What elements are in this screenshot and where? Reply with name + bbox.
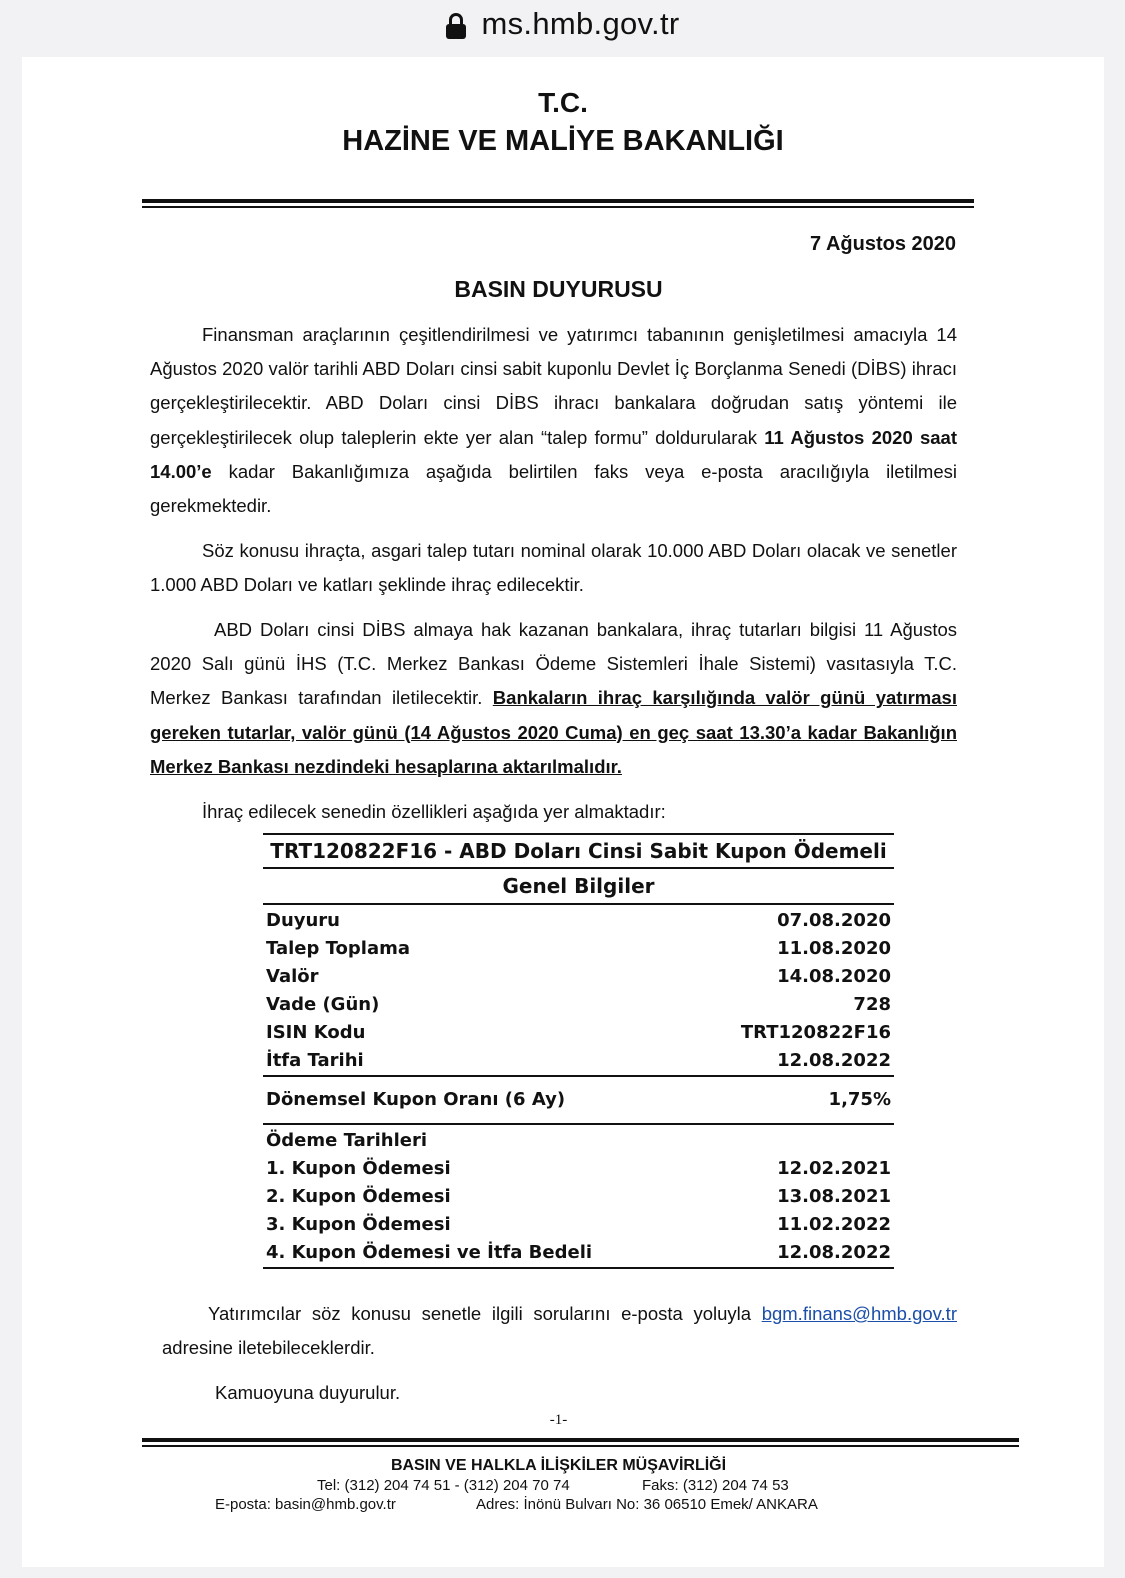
- table-row: Duyuru 07.08.2020: [266, 910, 891, 931]
- table-subtitle: Genel Bilgiler: [502, 874, 655, 898]
- document-date: 7 Ağustos 2020: [810, 233, 956, 255]
- table-row: 3. Kupon Ödemesi 11.02.2022: [266, 1214, 891, 1235]
- footer-address: Adres: İnönü Bulvarı No: 36 06510 Emek/ ANKARA: [476, 1496, 818, 1513]
- header-line1: T.C.: [538, 87, 588, 118]
- bond-info-table: [263, 833, 894, 1269]
- coupon-rate-row: Dönemsel Kupon Oranı (6 Ay) 1,75%: [266, 1089, 891, 1110]
- footer-rule-thin: [142, 1445, 1019, 1447]
- header-rule-thin: [142, 206, 974, 208]
- table-row: Talep Toplama 11.08.2020: [266, 938, 891, 959]
- page-number: -1-: [549, 1412, 568, 1428]
- lock-icon: [446, 13, 466, 39]
- paragraph-1: Finansman araçlarının çeşitlendirilmesi ve yatırımcı tabanının genişletilmesi amacıyla 14 Ağustos 2020 valör tarihli ABD Doları cinsi sabit kuponlu Devlet İç Borçlanma Senedi (DİBS) ihracı gerçekleştirilecektir. ABD Doları cinsi DİBS ihracı bankalara doğrudan satış yöntemi ile gerçekleştirilecek olup taleplerin ekte yer alan “talep formu” doldurularak 11 Ağustos 2020 saat 14.00’e kadar Bakanlığımıza aşağıda belirtilen faks veya e-posta aracılığıyla iletilmesi gerekmektedir.: [150, 324, 957, 517]
- footer-fax: Faks: (312) 204 74 53: [642, 1477, 789, 1494]
- footer-tel: Tel: (312) 204 74 51 - (312) 204 70 74: [317, 1477, 570, 1494]
- paragraph-2: Söz konusu ihraçta, asgari talep tutarı nominal olarak 10.000 ABD Doları olacak ve senetler 1.000 ABD Doları ve katları şeklinde ihraç edilecektir.: [150, 540, 957, 596]
- footer-rule-thick: [142, 1438, 1019, 1442]
- paragraph-3: ABD Doları cinsi DİBS almaya hak kazanan bankalara, ihraç tutarları bilgisi 11 Ağustos 2020 Salı günü İHS (T.C. Merkez Bankası Ödeme Sistemleri İhale Sistemi) vasıtasıyla T.C. Merkez Bankası tarafından iletilecektir. Bankaların ihraç karşılığında valör günü yatırması gereken tutarlar, valör günü (14 Ağustos 2020 Cuma) en geç saat 13.30’a kadar Bakanlığın Merkez Bankası nezdindeki hesaplarına aktarılmalıdır.: [150, 619, 957, 777]
- footer-email: E-posta: basin@hmb.gov.tr: [215, 1496, 396, 1513]
- table-row: Valör 14.08.2020: [266, 966, 891, 987]
- paragraph-4: İhraç edilecek senedin özellikleri aşağıda yer almaktadır:: [202, 801, 666, 822]
- table-row: ISIN Kodu TRT120822F16: [266, 1022, 891, 1043]
- table-row: 2. Kupon Ödemesi 13.08.2021: [266, 1186, 891, 1207]
- paragraph-6: Kamuoyuna duyurulur.: [215, 1382, 401, 1403]
- paragraph-5: Yatırımcılar söz konusu senetle ilgili sorularını e-posta yoluyla bgm.finans@hmb.gov.tr adresine iletebileceklerdir.: [162, 1303, 957, 1359]
- address-bar[interactable]: [0, 0, 1125, 48]
- table-title: TRT120822F16 - ABD Doları Cinsi Sabit Kupon Ödemeli: [270, 839, 887, 863]
- header-rule-thick: [142, 199, 974, 203]
- payment-dates-header: Ödeme Tarihleri: [266, 1130, 428, 1151]
- table-row: 1. Kupon Ödemesi 12.02.2021: [266, 1158, 891, 1179]
- table-row: 4. Kupon Ödemesi ve İtfa Bedeli 12.08.2022: [266, 1242, 891, 1263]
- document-page: [22, 57, 1104, 1567]
- table-row: Vade (Gün) 728: [266, 994, 891, 1015]
- table-row: İtfa Tarihi 12.08.2022: [266, 1050, 891, 1071]
- url-text[interactable]: ms.hmb.gov.tr: [481, 6, 680, 41]
- footer-title: BASIN VE HALKLA İLİŞKİLER MÜŞAVİRLİĞİ: [390, 1457, 727, 1474]
- header-line2: HAZİNE VE MALİYE BAKANLIĞI: [342, 125, 784, 157]
- document-title: BASIN DUYURUSU: [454, 276, 663, 302]
- contact-email-link[interactable]: bgm.finans@hmb.gov.tr: [761, 1303, 957, 1324]
